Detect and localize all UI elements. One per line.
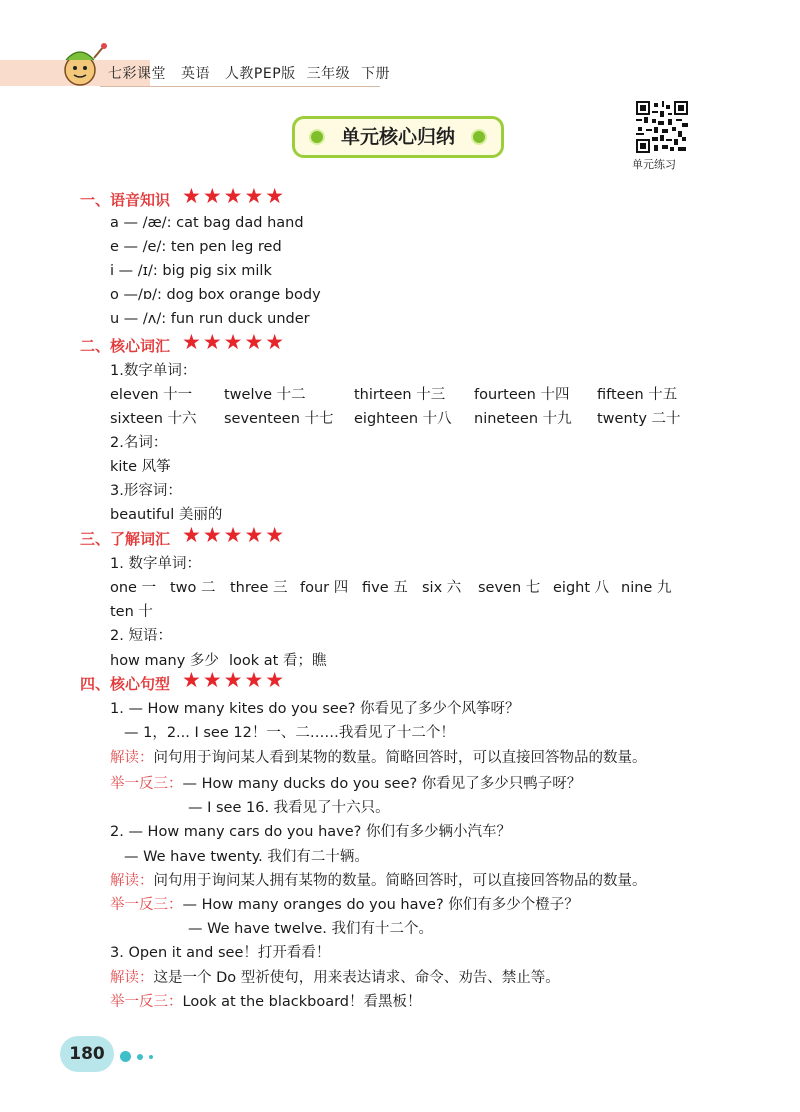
vocab-item: twelve 十二 [224,387,306,403]
practice-question: — How many ducks do you see? 你看见了多少只鸭子呀？ [182,776,582,792]
vocab-item: sixteen 十六 [110,411,197,427]
vocab-item: nineteen 十九 [474,411,572,427]
section-heading-extra-vocab: 三、了解词汇 [80,530,171,548]
page-title: 单元核心归纳 [340,126,455,148]
header-series: 七彩课堂 [108,66,166,82]
practice-label: 举一反三： [110,897,183,913]
explanation-line [110,746,647,767]
practice-answer: — We have twelve. 我们有十二个。 [188,921,434,937]
vocab-item: kite 风筝 [110,459,171,475]
vocab-item: ten 十 [110,604,153,620]
vocab-item: thirteen 十三 [354,387,446,403]
vocab-item: seventeen 十七 [224,411,334,427]
explanation-label: 解读： [110,970,154,986]
sentence-question: 2. — How many cars do you have? 你们有多少辆小汽车？ [110,824,511,840]
header-volume: 下册 [361,66,391,82]
vocab-item: seven 七 [478,580,541,596]
header-breadcrumb [108,63,400,83]
header-edition: 人教PEP版 [224,66,296,82]
vocab-item: look at 看；瞧 [229,653,327,669]
sentence-question: 1. — How many kites do you see? 你看见了多少个风筝呀？ [110,701,520,717]
header-rule [100,86,380,87]
explanation-line [110,966,560,987]
header-subject: 英语 [180,66,210,82]
explanation-label: 解读： [110,873,154,889]
page-dot-icon [137,1054,143,1060]
mascot-icon [54,40,110,90]
vocab-item: eighteen 十八 [354,411,452,427]
subheading: 1. 数字单词： [110,556,201,572]
practice-label: 举一反三： [110,776,183,792]
practice-text: Look at the blackboard！看黑板！ [182,994,422,1010]
sentence-question: 3. Open it and see！打开看看！ [110,945,331,961]
star-rating-icon: ★★★★★ [182,523,287,547]
header-grade: 三年级 [306,66,351,82]
practice-line [110,772,581,793]
vocab-item: beautiful 美丽的 [110,507,223,523]
section-heading-core-vocab: 二、核心词汇 [80,337,171,355]
vocab-item: eleven 十一 [110,387,193,403]
section-heading-sentences: 四、核心句型 [80,675,171,693]
vocab-item: three 三 [230,580,288,596]
star-rating-icon: ★★★★★ [182,668,287,692]
explanation-line [110,869,647,890]
subheading: 3.形容词： [110,483,182,499]
practice-question: — How many oranges do you have? 你们有多少个橙子？ [182,897,579,913]
phonics-line: e — /e/: ten pen leg red [110,239,282,255]
explanation-text: 问句用于询问某人拥有某物的数量。简略回答时，可以直接回答物品的数量。 [153,873,647,889]
page-dot-icon [149,1055,153,1059]
vocab-item: fourteen 十四 [474,387,570,403]
explanation-label: 解读： [110,750,154,766]
vocab-item: four 四 [300,580,349,596]
explanation-text: 这是一个 Do 型祈使句，用来表达请求、命令、劝告、禁止等。 [153,970,560,986]
vocab-item: nine 九 [621,580,672,596]
subheading: 2.名词： [110,435,168,451]
phonics-line: a — /æ/: cat bag dad hand [110,215,304,231]
vocab-item: how many 多少 [110,653,219,669]
phonics-line: u — /ʌ/: fun run duck under [110,311,310,327]
phonics-line: i — /ɪ/: big pig six milk [110,263,272,279]
phonics-line: o —/ɒ/: dog box orange body [110,287,321,303]
vocab-item: five 五 [362,580,408,596]
practice-label: 举一反三： [110,994,183,1010]
subheading: 1.数字单词： [110,363,197,379]
sentence-answer: — We have twenty. 我们有二十辆。 [124,849,369,865]
star-rating-icon: ★★★★★ [182,184,287,208]
vocab-item: eight 八 [553,580,610,596]
qr-label: 单元练习 [632,158,676,171]
vocab-item: one 一 [110,580,157,596]
explanation-text: 问句用于询问某人看到某物的数量。简略回答时，可以直接回答物品的数量。 [153,750,647,766]
title-dot-right-icon [471,129,487,145]
subheading: 2. 短语： [110,628,172,644]
vocab-item: six 六 [422,580,462,596]
practice-answer: — I see 16. 我看见了十六只。 [188,800,390,816]
sentence-answer: — 1，2... I see 12！一、二……我看见了十二个！ [124,725,455,741]
page-dot-icon [120,1051,131,1062]
page-number: 180 [60,1036,114,1072]
vocab-item: twenty 二十 [597,411,681,427]
section-heading-phonics: 一、语音知识 [80,191,171,209]
qr-code-icon [636,101,688,153]
vocab-item: fifteen 十五 [597,387,678,403]
practice-line [110,893,579,914]
title-banner [292,116,504,158]
practice-line [110,990,422,1011]
star-rating-icon: ★★★★★ [182,330,287,354]
vocab-item: two 二 [170,580,216,596]
